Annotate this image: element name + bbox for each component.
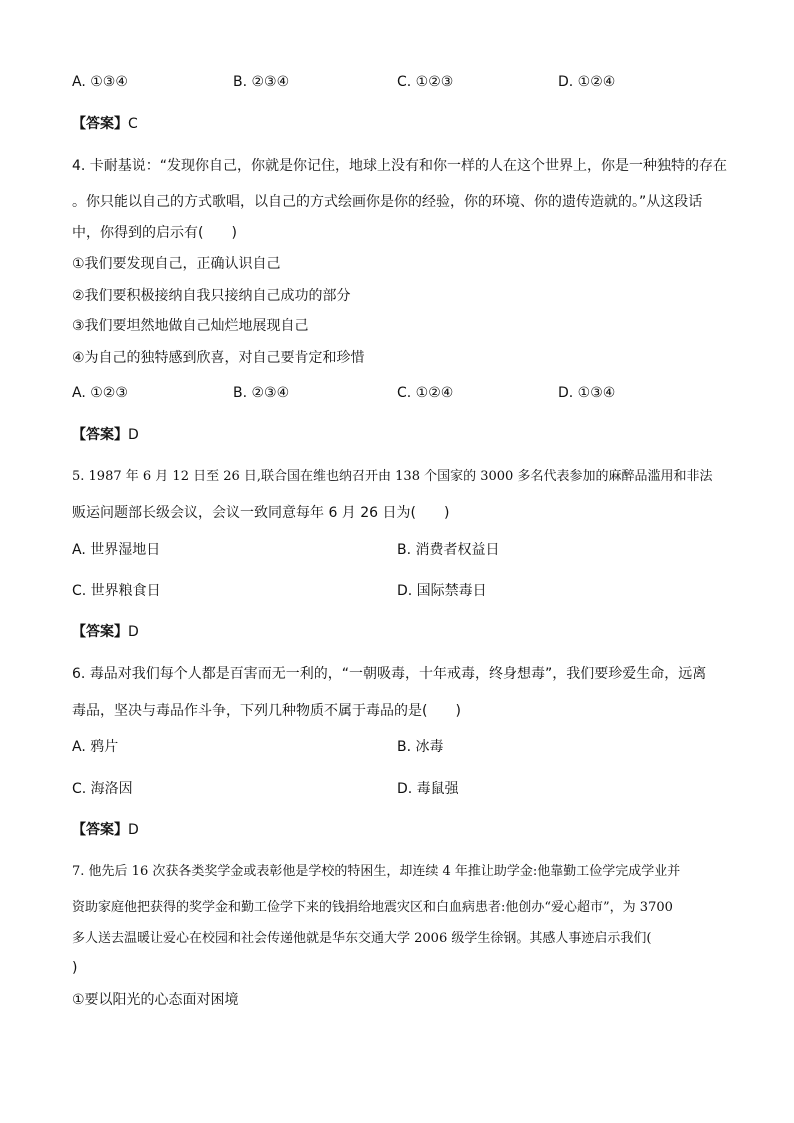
q4-statement-2: ②我们要积极接纳自我只接纳自己成功的部分 (72, 288, 351, 304)
q4-stem-line-3: 中，你得到的启示有( ) (72, 225, 237, 241)
answer-tag: 【答案】 (72, 624, 128, 640)
q5-stem-line-2: 贩运问题部长级会议，会议一致同意每年 6 月 26 日为( ) (72, 505, 450, 521)
q6-option-b: B. 冰毒 (397, 739, 444, 755)
q4-option-d: D. ①③④ (558, 385, 616, 401)
q7-stem-line-3: 多人送去温暖让爱心在校园和社会传递他就是华东交通大学 2006 级学生徐钢。其感人事迹启示我们( (72, 931, 652, 946)
q4-statement-4: ④为自己的独特感到欣喜，对自己要肯定和珍惜 (72, 350, 365, 366)
q6-stem-line-2: 毒品，坚决与毒品作斗争，下列几种物质不属于毒品的是( ) (72, 703, 461, 719)
q5-option-b: B. 消费者权益日 (397, 542, 500, 558)
q6-stem-line-1: 6. 毒品对我们每个人都是百害而无一利的，“一朝吸毒，十年戒毒，终身想毒”，我们要珍爱生命，远离 (72, 666, 707, 682)
q4-stem-line-1: 4. 卡耐基说：“发现你自己，你就是你记住，地球上没有和你一样的人在这个世界上，你是一种独特的存在 (72, 158, 728, 174)
q7-stem-line-2: 资助家庭他把获得的奖学金和勤工俭学下来的钱捐给地震灾区和白血病患者:他创办“爱心超市”，为 3700 (72, 900, 673, 915)
answer-tag: 【答案】 (72, 116, 128, 132)
q3-option-d: D. ①②④ (558, 74, 616, 90)
q4-statement-3: ③我们要坦然地做自己灿烂地展现自己 (72, 318, 309, 334)
answer-value: D (128, 427, 139, 443)
q3-option-b: B. ②③④ (233, 74, 290, 90)
q4-option-c: C. ①②④ (397, 385, 454, 401)
q3-option-c: C. ①②③ (397, 74, 454, 90)
q5-answer (72, 622, 139, 642)
q6-option-c: C. 海洛因 (72, 781, 133, 797)
q4-option-b: B. ②③④ (233, 385, 290, 401)
q4-option-a: A. ①②③ (72, 385, 128, 401)
q3-answer (72, 114, 138, 134)
q7-stem-line-4: ) (72, 960, 78, 976)
q6-answer (72, 820, 139, 840)
q5-option-c: C. 世界粮食日 (72, 583, 161, 599)
q5-option-d: D. 国际禁毒日 (397, 583, 487, 599)
q7-statement-1: ①要以阳光的心态面对困境 (72, 992, 239, 1008)
q7-stem-line-1: 7. 他先后 16 次获各类奖学金或表彰他是学校的特困生，却连续 4 年推让助学金:他靠勤工俭学完成学业并 (72, 864, 681, 879)
answer-tag: 【答案】 (72, 427, 128, 443)
answer-value: D (128, 624, 139, 640)
q4-stem-line-2: 。你只能以自己的方式歌唱，以自己的方式绘画你是你的经验，你的环境、你的遗传造就的。”从这段话 (72, 194, 703, 210)
q6-option-d: D. 毒鼠强 (397, 781, 459, 797)
q6-option-a: A. 鸦片 (72, 739, 119, 755)
q5-option-a: A. 世界湿地日 (72, 542, 161, 558)
q4-answer (72, 425, 139, 445)
answer-value: C (128, 116, 138, 132)
q3-option-a: A. ①③④ (72, 74, 128, 90)
answer-value: D (128, 822, 139, 838)
q5-stem-line-1: 5. 1987 年 6 月 12 日至 26 日,联合国在维也纳召开由 138 个国家的 3000 多名代表参加的麻醉品滥用和非法 (72, 469, 713, 484)
q4-statement-1: ①我们要发现自己，正确认识自己 (72, 256, 281, 272)
answer-tag: 【答案】 (72, 822, 128, 838)
